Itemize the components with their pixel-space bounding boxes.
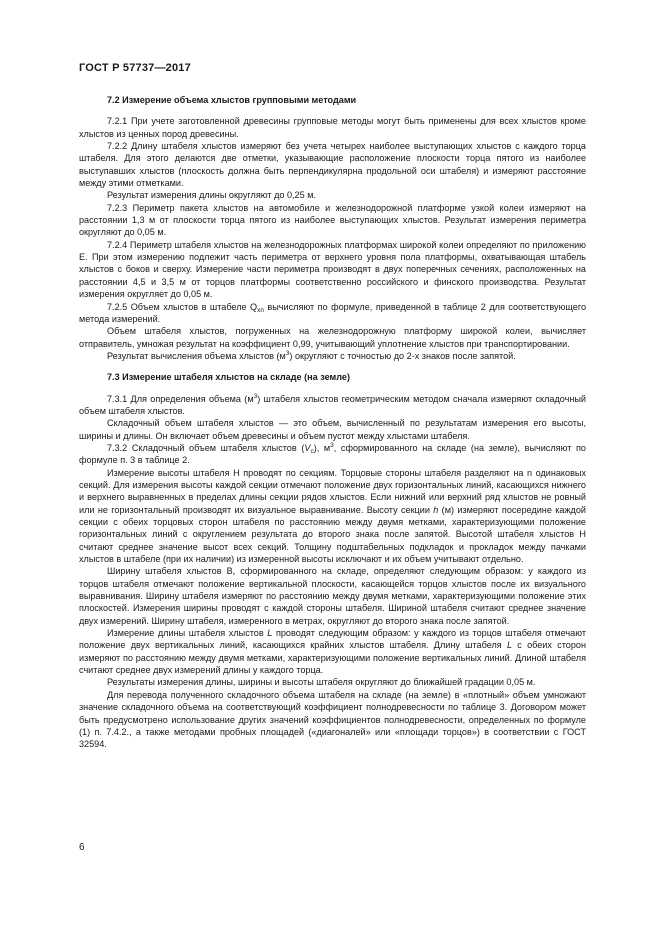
paragraph-7-2-4: 7.2.4 Периметр штабеля хлыстов на железнодорожных платформах широкой колеи определяют по приложению Е. При этом измерению подлежит часть периметра от верхнего уровня пола платформы, охватывающая штабель хлыстов с боков и сверху. Измерение части периметра производят в двух поперечных сечениях, расположенных на расстоянии 4,5 и 3,5 м от торцов платформы соответственно российского и финского производства. Результат измерения округляет до 0,05 м. — [79, 239, 586, 300]
height-text: Измерение высоты штабеля Н проводят по секциям. Торцовые стороны штабеля разделяют на n одинаковых секций. Для измерения высоты каждой секции отмечают положение двух горизонтальных линий, касающихся нижнего и верхнего выравненных в пределах длины секции рядов хлыстов. Если нижний или верхний ряд хлыстов не ровный или не горизонтальный производят их визуальное выравнивание. Высоту секции — [79, 467, 586, 515]
paragraph-volume-result — [79, 350, 586, 362]
subscript-hp: хп — [257, 306, 264, 314]
document-header: ГОСТ Р 57737—2017 — [79, 62, 191, 74]
paragraph-7-3-1 — [79, 393, 586, 418]
paragraph-length-measurement — [79, 627, 586, 676]
paragraph-7-2-5-text-cont: вычисляют по формуле, приведенной в таблице 2 для соответствующего метода измерений. — [79, 301, 586, 324]
paragraph-volume-conversion: Для перевода полученного складочного объема штабеля на складе (на земле) в «плотный» объем умножают значение складочного объема на соответствующий коэффициент полнодревесности по таблице 3. Договором может быть предусмотрено использование других значений коэффициентов полнодревесности, определенных по формуле (1) п. 7.4.2., а также методами пробных площадей («диагоналей» или «площади торцов») в соответствии с ГОСТ 32594. — [79, 689, 586, 750]
paragraph-width-measurement: Ширину штабеля хлыстов В, сформированного на складе, определяют следующим образом: у каждого из торцов штабеля отмечают положение вертикальной плоскости, касающейся торцов хлыстов после их визуального выравнивания. Ширину штабеля измеряют по расстоянию между двумя метками, характеризующими положение этих плоскостей. Измерения ширины проводят с каждой стороны штабеля. Шириной штабеля считают среднее значение двух измерений. Ширину штабеля, измеренного в метрах, округляют до второго знака после запятой. — [79, 566, 586, 626]
section-7-2-title: 7.2 Измерение объема хлыстов групповыми методами — [107, 95, 357, 105]
paragraph-7-3-2 — [79, 442, 586, 467]
paragraph-7-2-5 — [79, 301, 586, 326]
paragraph-7-3-2-text-cont: , сформированного на складе (на земле), вычисляют по формуле п. 3 в таблице 2. — [79, 442, 586, 466]
variable-l: L — [267, 628, 273, 639]
variable-l: L — [506, 640, 513, 651]
variable-h: h — [433, 504, 439, 515]
paragraph-7-3-2-unit: ), м — [313, 442, 331, 453]
page-content — [79, 94, 586, 751]
paragraph-7-2-3: 7.2.3 Периметр пакета хлыстов на автомобиле и железнодорожной платформе узкой колеи измеряют на расстоянии 1,3 м от плоскости торца пятого из наиболее выступающих хлыстов. Результат измерения периметра округляют до 0,05 м. — [79, 202, 586, 238]
paragraph-length-result: Результат измерения длины округляют до 0,25 м. — [107, 190, 316, 201]
paragraph-folding-volume-definition: Складочный объем штабеля хлыстов — это объем, вычисленный по результатам измерения его высоты, ширины и длины. Он включает объем древесины и объем пустот между хлыстами штабеля. — [79, 418, 586, 441]
paragraph-7-3-1-text-cont: ) штабеля хлыстов геометрическим методом сначала измеряют складочный объем штабеля хлыстов. — [79, 393, 586, 416]
paragraph-7-3-2-text: 7.3.2 Складочный объем штабеля хлыстов ( — [107, 442, 305, 453]
height-text-cont: (м) измеряют посередине каждой секции с обеих торцовых сторон штабеля по расстоянию между двумя метками, характеризующими положение горизонтальных линий с округлением результата до второго знака после запятой. Высотой штабеля хлыстов Н считают среднее значение высот всех секций. Толщину подштабельных подкладок и прокладок между пачками хлыстов в штабеле (при их наличии) из измеренной высоты исключают и их объем учитывают отдельно. — [79, 504, 586, 565]
paragraph-7-2-1: 7.2.1 При учете заготовленной древесины групповые методы могут быть применены для всех хлыстов кроме хлыстов из ценных пород древесины. — [79, 116, 586, 139]
superscript-3: 3 — [253, 393, 258, 401]
page-number: 6 — [79, 842, 85, 853]
subscript-s: с — [310, 447, 314, 455]
paragraph-measurement-results: Результаты измерения длины, ширины и высоты штабеля округляют до ближайшей градации 0,05 м. — [107, 677, 536, 688]
length-text-end: с обеих сторон измеряют по расстоянию между двумя метками, характеризующими положение вертикальных линий. Длиной штабеля считают среднее двух измерений длины у каждого торца. — [79, 640, 586, 676]
paragraph-7-3-1-text: 7.3.1 Для определения объема (м — [107, 393, 254, 404]
paragraph-7-2-2: 7.2.2 Длину штабеля хлыстов измеряют без учета четырех наиболее выступающих хлыстов с каждого торца штабеля. Для этого делаются две отметки, указывающие расположение плоскости торца пятого из наиболее выступавших хлыстов (плоскость должна быть перпендикулярна продольной оси штабеля) и измеряют расстояние между этими отметками. — [79, 141, 586, 189]
volume-result-text: Результат вычисления объема хлыстов (м — [107, 350, 286, 361]
variable-v: V — [304, 442, 311, 453]
paragraph-railway-volume: Объем штабеля хлыстов, погруженных на железнодорожную платформу широкой колеи, вычисляет отправитель, умножая результат на коэффициент 0,99, учитывающий уплотнение хлыстов при транспортировании. — [79, 326, 586, 349]
paragraph-7-2-5-text: 7.2.5 Объем хлыстов в штабеле Q — [107, 301, 258, 312]
volume-result-text-cont: ) округляют с точностью до 2-х знаков после запятой. — [289, 350, 516, 361]
paragraph-height-measurement — [79, 467, 586, 566]
length-text: Измерение длины штабеля хлыстов — [107, 628, 268, 639]
superscript-3: 3 — [285, 350, 290, 358]
section-7-3-title: 7.3 Измерение штабеля хлыстов на складе (на земле) — [107, 372, 350, 383]
length-text-cont: проводят следующим образом: у каждого из торцов штабеля отмечают положение двух вертикальных линий, касающихся крайних хлыстов штабеля. Длину штабеля — [79, 628, 586, 651]
superscript-3: 3 — [330, 442, 334, 450]
